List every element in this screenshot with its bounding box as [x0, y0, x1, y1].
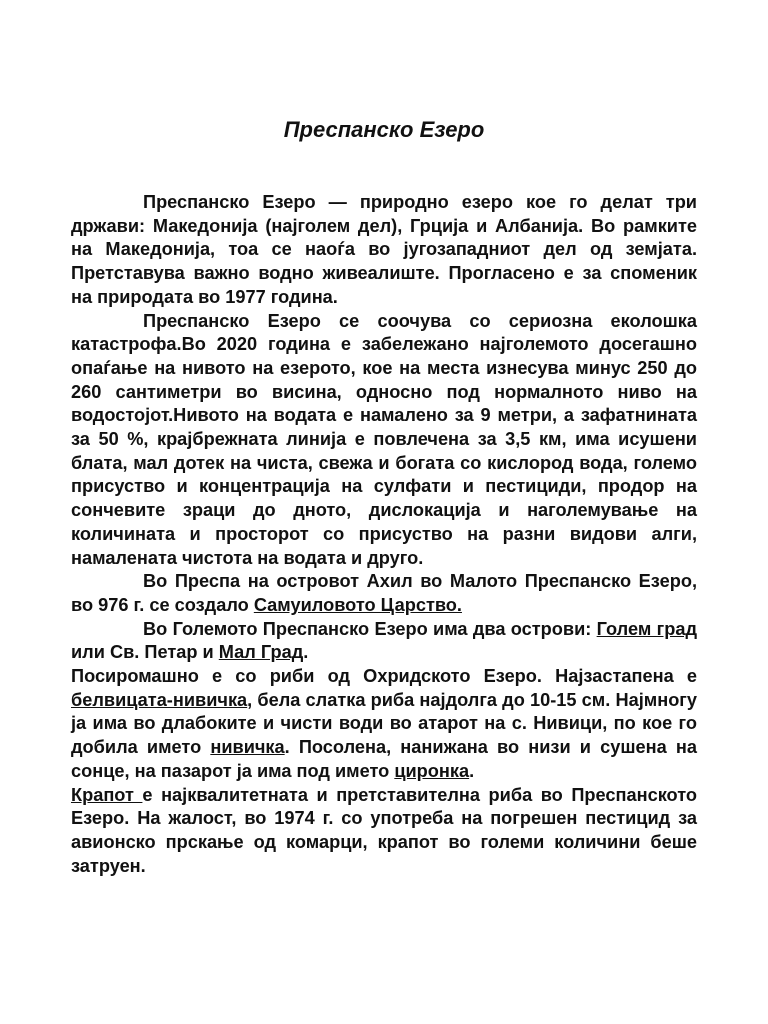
- paragraph-text: Во Преспа на островот Ахил во Малото Преспанско Езеро, во 976 г. се создало: [71, 571, 697, 615]
- paragraph-fish: [71, 665, 697, 784]
- paragraph-achil: [71, 570, 697, 617]
- paragraph-text: Во Големото Преспанско Езеро има два острови:: [143, 618, 597, 639]
- paragraph-islands: [71, 618, 697, 665]
- paragraph-text: , бела слатка риба најдолга до 10-15 см. Најмногу ја има во длабоките и чисти води во атарот на с. Нивици, по кое го добила името: [71, 689, 697, 758]
- paragraph-carp: [71, 784, 697, 879]
- link-nivichka[interactable]: нивичка: [210, 737, 285, 758]
- paragraph-intro: Преспанско Езеро — природно езеро кое го делат три држави: Македонија (најголем дел), Грција и Албанија. Во рамките на Македонија, тоа се наоѓа во југозападниот дел од земјата. Претставува важно водно живеалиште. Прогласено е за споменик на природата во 1977 година.: [71, 192, 697, 307]
- link-mal-grad[interactable]: Мал Град: [218, 642, 304, 663]
- paragraph-ecology: Преспанско Езеро се соочува со сериозна еколошка катастрофа.Во 2020 година е забележано најголемото досегашно опаѓање на нивото на езерото, кое на места изнесува минус 250 до 260 сантиметри во висина, односно под нормалното ниво на водостојот.Нивото на водата е намалено за 9 метри, а зафатнината за 50 %, крајбрежната линија е повлечена за 3,5 км, има исушени блата, мал дотек на чиста, свежа и богата со кислород вода, големо присуство и концентрација на сулфати и пестициди, продор на сончевите зраци до дното, дислокација и наголемување на количината и просторот со присуство на разни видови алги, намалената чистота на водата и друго.: [71, 310, 697, 568]
- paragraph-text: .: [303, 642, 309, 663]
- paragraph-text: е најквалитетната и претставителна риба во Преспанското Езеро. На жалост, во 1974 г. со употреба на погрешен пестицид за авионско прскање од комарци, крапот во големи количини беше затруен.: [71, 784, 697, 876]
- link-samuil-empire[interactable]: Самуиловото Царство.: [253, 594, 462, 615]
- link-cironka[interactable]: циронка: [394, 760, 470, 781]
- paragraph-text: .: [469, 760, 475, 781]
- link-belvica[interactable]: белвицата-нивичка: [71, 689, 248, 710]
- document-body: [71, 191, 697, 878]
- paragraph-text: . Посолена, нанижана во низи и сушена на сонце, на пазарот ја има под името: [71, 737, 697, 781]
- paragraph-text: или Св. Петар и: [71, 642, 219, 663]
- link-krap[interactable]: Крапот: [71, 784, 143, 805]
- page-title: Преспанско Езеро: [283, 117, 485, 142]
- paragraph-text: Посиромашно е со риби од Охридското Езеро. Најзастапена е: [71, 666, 697, 687]
- link-golem-grad[interactable]: Голем град: [596, 618, 697, 639]
